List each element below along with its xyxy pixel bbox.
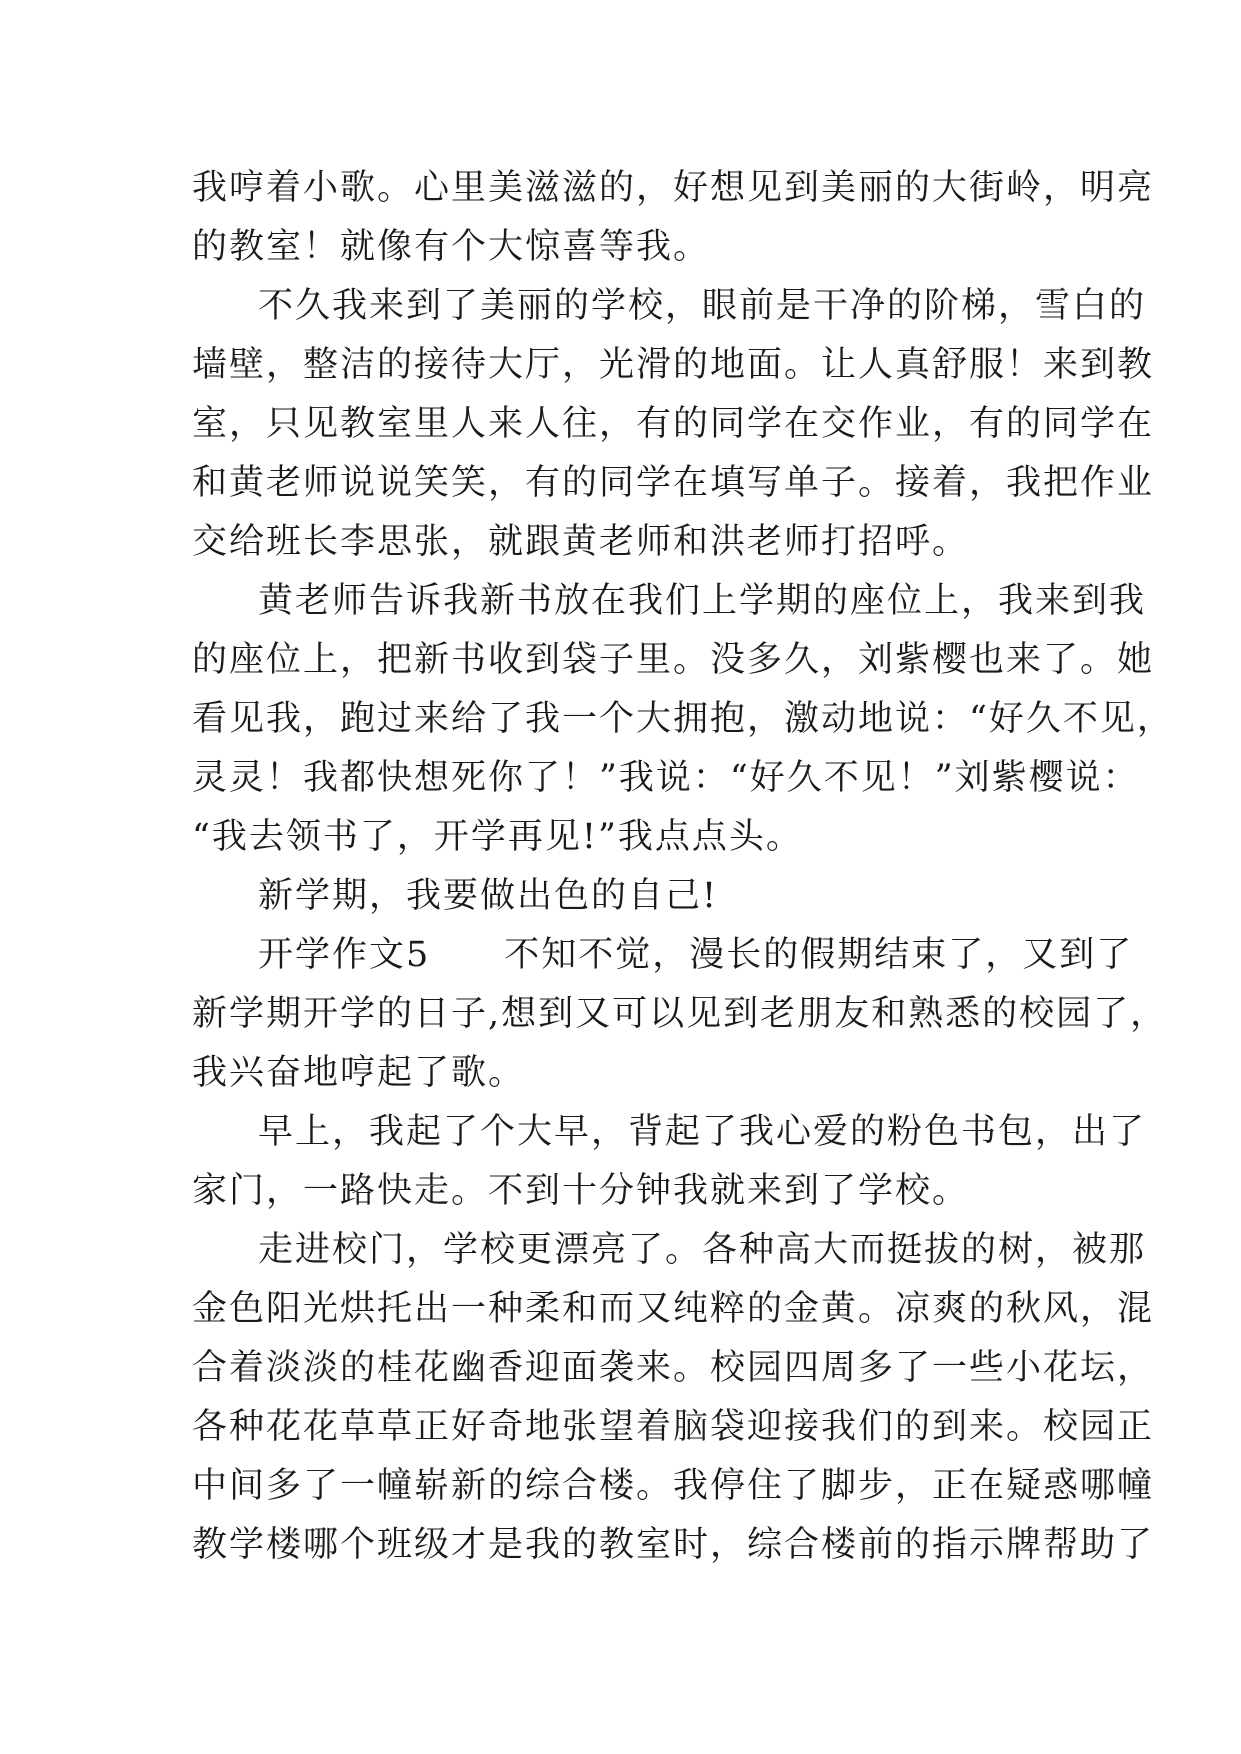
- paragraph-start-line: 新学期，我要做出色的自己!: [258, 876, 719, 916]
- paragraph-start-line: 走进校门，学校更漂亮了。各种高大而挺拔的树，被那: [258, 1230, 1147, 1270]
- text-line: 交给班长李思张，就跟黄老师和洪老师打招呼。: [192, 522, 970, 562]
- text-line: 室，只见教室里人来人往，有的同学在交作业，有的同学在: [192, 404, 1155, 444]
- paragraph-start-line: 黄老师告诉我新书放在我们上学期的座位上，我来到我: [258, 581, 1147, 621]
- text-line: 合着淡淡的桂花幽香迎面袭来。校园四周多了一些小花坛，: [192, 1348, 1155, 1388]
- text-line: 的教室！就像有个大惊喜等我。: [192, 227, 711, 267]
- text-line: 我兴奋地哼起了歌。: [192, 1053, 526, 1093]
- text-line: 墙壁，整洁的接待大厅，光滑的地面。让人真舒服！来到教: [192, 345, 1155, 385]
- text-line: “我去领书了，开学再见!”我点点头。: [192, 817, 803, 857]
- text-line: 各种花花草草正好奇地张望着脑袋迎接我们的到来。校园正: [192, 1407, 1155, 1447]
- text-line: 家门，一路快走。不到十分钟我就来到了学校。: [192, 1171, 970, 1211]
- text-line: 灵灵！我都快想死你了！”我说：“好久不见！”刘紫樱说：: [192, 758, 1140, 798]
- text-line: 中间多了一幢崭新的综合楼。我停住了脚步，正在疑惑哪幢: [192, 1466, 1155, 1506]
- text-line: 新学期开学的日子,想到又可以见到老朋友和熟悉的校园了，: [192, 994, 1168, 1034]
- section-heading-line: 开学作文5 不知不觉，漫长的假期结束了，又到了: [258, 935, 1134, 975]
- text-line: 看见我，跑过来给了我一个大拥抱，激动地说：“好久不见，: [192, 699, 1174, 739]
- paragraph-start-line: 早上，我起了个大早，背起了我心爱的粉色书包，出了: [258, 1112, 1147, 1152]
- text-line: 金色阳光烘托出一种柔和而又纯粹的金黄。凉爽的秋风，混: [192, 1289, 1155, 1329]
- text-line: 和黄老师说说笑笑，有的同学在填写单子。接着，我把作业: [192, 463, 1155, 503]
- text-line: 我哼着小歌。心里美滋滋的，好想见到美丽的大街岭，明亮: [192, 168, 1155, 208]
- text-line: 教学楼哪个班级才是我的教室时，综合楼前的指示牌帮助了: [192, 1525, 1155, 1565]
- paragraph-start-line: 不久我来到了美丽的学校，眼前是干净的阶梯，雪白的: [258, 286, 1147, 326]
- text-line: 的座位上，把新书收到袋子里。没多久，刘紫樱也来了。她: [192, 640, 1155, 680]
